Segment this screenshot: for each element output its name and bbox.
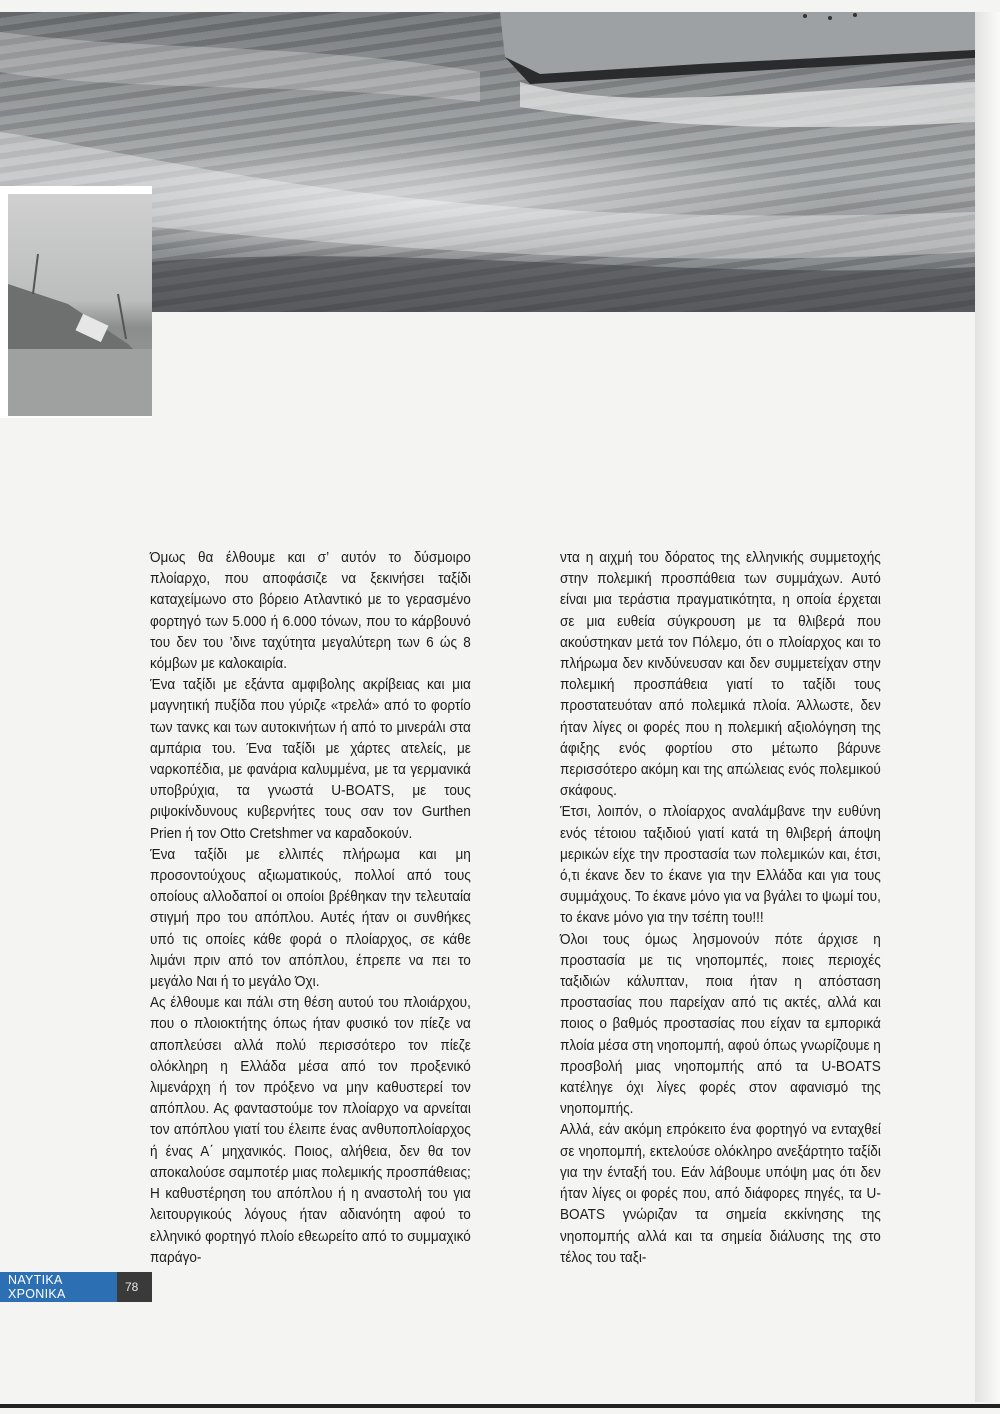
article-paragraph: Όμως θα έλθουμε και σ’ αυτόν το δύσμοιρο πλοίαρχο, που αποφάσιζε να ξεκινήσει ταξίδι καταχείμωνο στο βόρειο Ατλαντικό με το γερασμένο φορτηγό των 5.000 ή 6.000 τόνων, που το κάρβουνό του δεν του ’δινε ταχύτητα μεγαλύτερη των 6 ώς 8 κόμβων με καλοκαιρία.: [150, 550, 471, 673]
article-paragraph: Ένα ταξίδι με εξάντα αμφιβολης ακρίβειας και μια μαγνητική πυξίδα που γύριζε «τρελά» από το φορτίο των τανκς και των αυτοκινήτων ή από το μινεράλι στα αμπάρια του. Ένα ταξίδι με χάρτες ατελείς, με ναρκοπέδια, με φανάρια καλυμμένα, με τα γερμανικά υποβρύχια, τα γνωστά U-BOATS, με τους ριψοκίνδυνους κυβερνήτες τους σαν τον Gurthen Prien ή τον Otto Cretshmer να καραδοκούν.: [150, 677, 471, 842]
article-paragraph: Η καθυστέρηση του απόπλου ή η αναστολή του για λειτουργικούς λόγους ήταν αδιανόητη αφού το ελληνικό φορτηγό πλοίο εθεωρείτο από το συμμαχικό παράγο-: [150, 1186, 471, 1266]
article-paragraph: Αλλά, εάν ακόμη επρόκειτο ένα φορτηγό να ενταχθεί σε νηοπομπή, εκτελούσε ολόκληρο ανεξάρτητο ταξίδι για την ένταξή του. Εάν λάβουμε υπόψη μας ότι δεν ήταν λίγες οι φορές που, από διάφορες πηγές, τα U-BOATS γνώριζαν τα σημεία εκκίνησης της νηοπομπής αλλά και τα σημεία διάλυσης της στο τέλος του ταξι-: [560, 1122, 881, 1266]
bottom-rule: [0, 1404, 1000, 1408]
article-paragraph: Έτσι, λοιπόν, ο πλοίαρχος αναλάμβανε την ευθύνη ενός τέτοιου ταξιδιού γιατί κατά τη θλιβερή άποψη μερικών είχε την προστασία των πολεμικών και, έτσι, ό,τι έκανε δεν το έκανε για την Ελλάδα και για τους συμμάχους. Το έκανε μόνο για να βγάλει το ψωμί του, το έκανε μόνο για την τσέπη του!!!: [560, 804, 881, 927]
article-paragraph: Ας έλθουμε και πάλι στη θέση αυτού του πλοιάρχου, που ο πλοιοκτήτης όπως ήταν φυσικό τον πίεζε να αποπλεύσει αλλά πολύ περισσότερο τον πίεζε ολόκληρη η Ελλάδα μέσα από τον προξενικό λιμενάρχη ή τον πρόξενο να μην καθυστερεί τον απόπλου. Ας φανταστούμε τον πλοίαρχο να αρνείται τον απόπλου γιατί του έλειπε ένας ανθυποπλοίαρχος ή ένας Α΄ μηχανικός. Ποιος, αλήθεια, δεν θα τον αποκαλούσε σαμποτέρ μιας πολεμικής προσπάθειας;: [150, 995, 471, 1181]
page-edge: [975, 12, 1000, 1402]
page-footer: [0, 1272, 152, 1302]
article-paragraph: Όλοι τους όμως λησμονούν πότε άρχισε η προστασία με τις νηοπομπές, ποιες περιοχές ταξιδιών κάλυπταν, ποια ήταν η απόσταση προστασίας που παρείχαν από τις ακτές, αλλά και ποιος ο βαθμός προστασίας που είχαν τα εμπορικά πλοία μέσα στη νηοπομπή, αφού όπως γνωρίζουμε η προσβολή μιας νηοπομπής από τα U-BOATS κατέληγε όχι λίγες φορές στον αφανισμό της νηοπομπής.: [560, 931, 881, 1118]
inset-photo-sinking-ship: [0, 186, 152, 418]
page-number: 78: [117, 1272, 152, 1302]
article-paragraph: ντα η αιχμή του δόρατος της ελληνικής συμμετοχής στην πολεμική προσπάθεια των συμμάχων. Αυτό είναι μια τεράστια πραγματικότητα, η οποία έρχεται σε μια ευθεία σύγκρουση με τα θλιβερά που ακούστηκαν μετά τον Πόλεμο, ότι ο πλοίαρχος και το πλήρωμα δεν κινδύνευσαν και δεν συμμετείχαν στην πολεμική προσπάθεια γιατί το ταξίδι τους προστατευόταν από πολεμικά πλοία. Άλλωστε, δεν ήταν λίγες οι φορές που η πολεμική αξιολόγηση της άφιξης ενός φορτίου στο μέτωπο βάρυνε περισσότερο ακόμη και της απώλειας ενός πολεμικού σκάφους.: [560, 550, 881, 800]
magazine-name: ΝΑΥΤΙΚΑ ΧΡΟΝΙΚΑ: [0, 1272, 117, 1302]
inset-photo-graphic: [8, 194, 152, 416]
article-column-left: [150, 548, 471, 1269]
article-column-right: [560, 548, 881, 1269]
article-paragraph: Ένα ταξίδι με ελλιπές πλήρωμα και μη προσοντούχους αξιωματικούς, πολλοί από τους οποίους αλλοδαποί οι οποίοι βρέθηκαν την τελευταία στιγμή προ του απόπλου. Αυτές ήταν οι συνθήκες υπό τις οποίες κάθε φορά ο πλοίαρχος, σε κάθε λιμάνι πριν από τον απόπλου, έπρεπε να πει το μεγάλο Ναι ή το μεγάλο Όχι.: [150, 846, 471, 991]
